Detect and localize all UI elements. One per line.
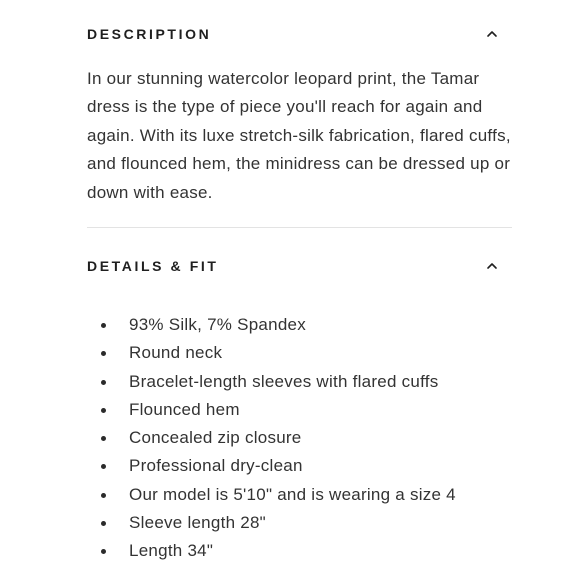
description-text: In our stunning watercolor leopard print, the Tamar dress is the type of piece you'll reach for again and again. With its luxe stretch-silk fabrication, flared cuffs, and flounced hem, the minidress can be dressed up or down with ease. — [87, 69, 511, 202]
bullet-icon — [101, 549, 106, 554]
bullet-icon — [101, 436, 106, 441]
list-item-label: Concealed zip closure — [129, 428, 302, 448]
list-item — [87, 424, 512, 452]
list-item — [87, 537, 512, 565]
details-fit-title: DETAILS & FIT — [87, 258, 219, 274]
details-fit-header[interactable] — [87, 254, 512, 278]
section-divider — [87, 227, 512, 228]
list-item-label: Professional dry-clean — [129, 456, 303, 476]
bullet-icon — [101, 380, 106, 385]
list-item — [87, 509, 512, 537]
list-item — [87, 368, 512, 396]
list-item — [87, 481, 512, 509]
chevron-up-icon[interactable] — [486, 260, 498, 272]
bullet-icon — [101, 493, 106, 498]
list-item-label: Sleeve length 28" — [129, 513, 266, 533]
bullet-icon — [101, 323, 106, 328]
list-item-label: Round neck — [129, 343, 223, 363]
description-title: DESCRIPTION — [87, 26, 212, 42]
list-item — [87, 396, 512, 424]
list-item — [87, 311, 512, 339]
bullet-icon — [101, 351, 106, 356]
details-list — [87, 311, 512, 566]
list-item-label: Length 34" — [129, 541, 214, 561]
list-item-label: 93% Silk, 7% Spandex — [129, 315, 306, 334]
list-item — [87, 339, 512, 367]
description-header[interactable] — [87, 22, 512, 46]
list-item-label: Bracelet-length sleeves with flared cuffs — [129, 371, 439, 391]
details-fit-section — [87, 254, 512, 561]
bullet-icon — [101, 521, 106, 526]
chevron-up-icon[interactable] — [486, 28, 498, 40]
list-item — [87, 452, 512, 480]
bullet-icon — [101, 464, 106, 469]
bullet-icon — [101, 408, 106, 413]
description-section — [87, 22, 512, 207]
list-item-label: Our model is 5'10" and is wearing a size 4 — [129, 484, 456, 504]
list-item-label: Flounced hem — [129, 399, 240, 419]
